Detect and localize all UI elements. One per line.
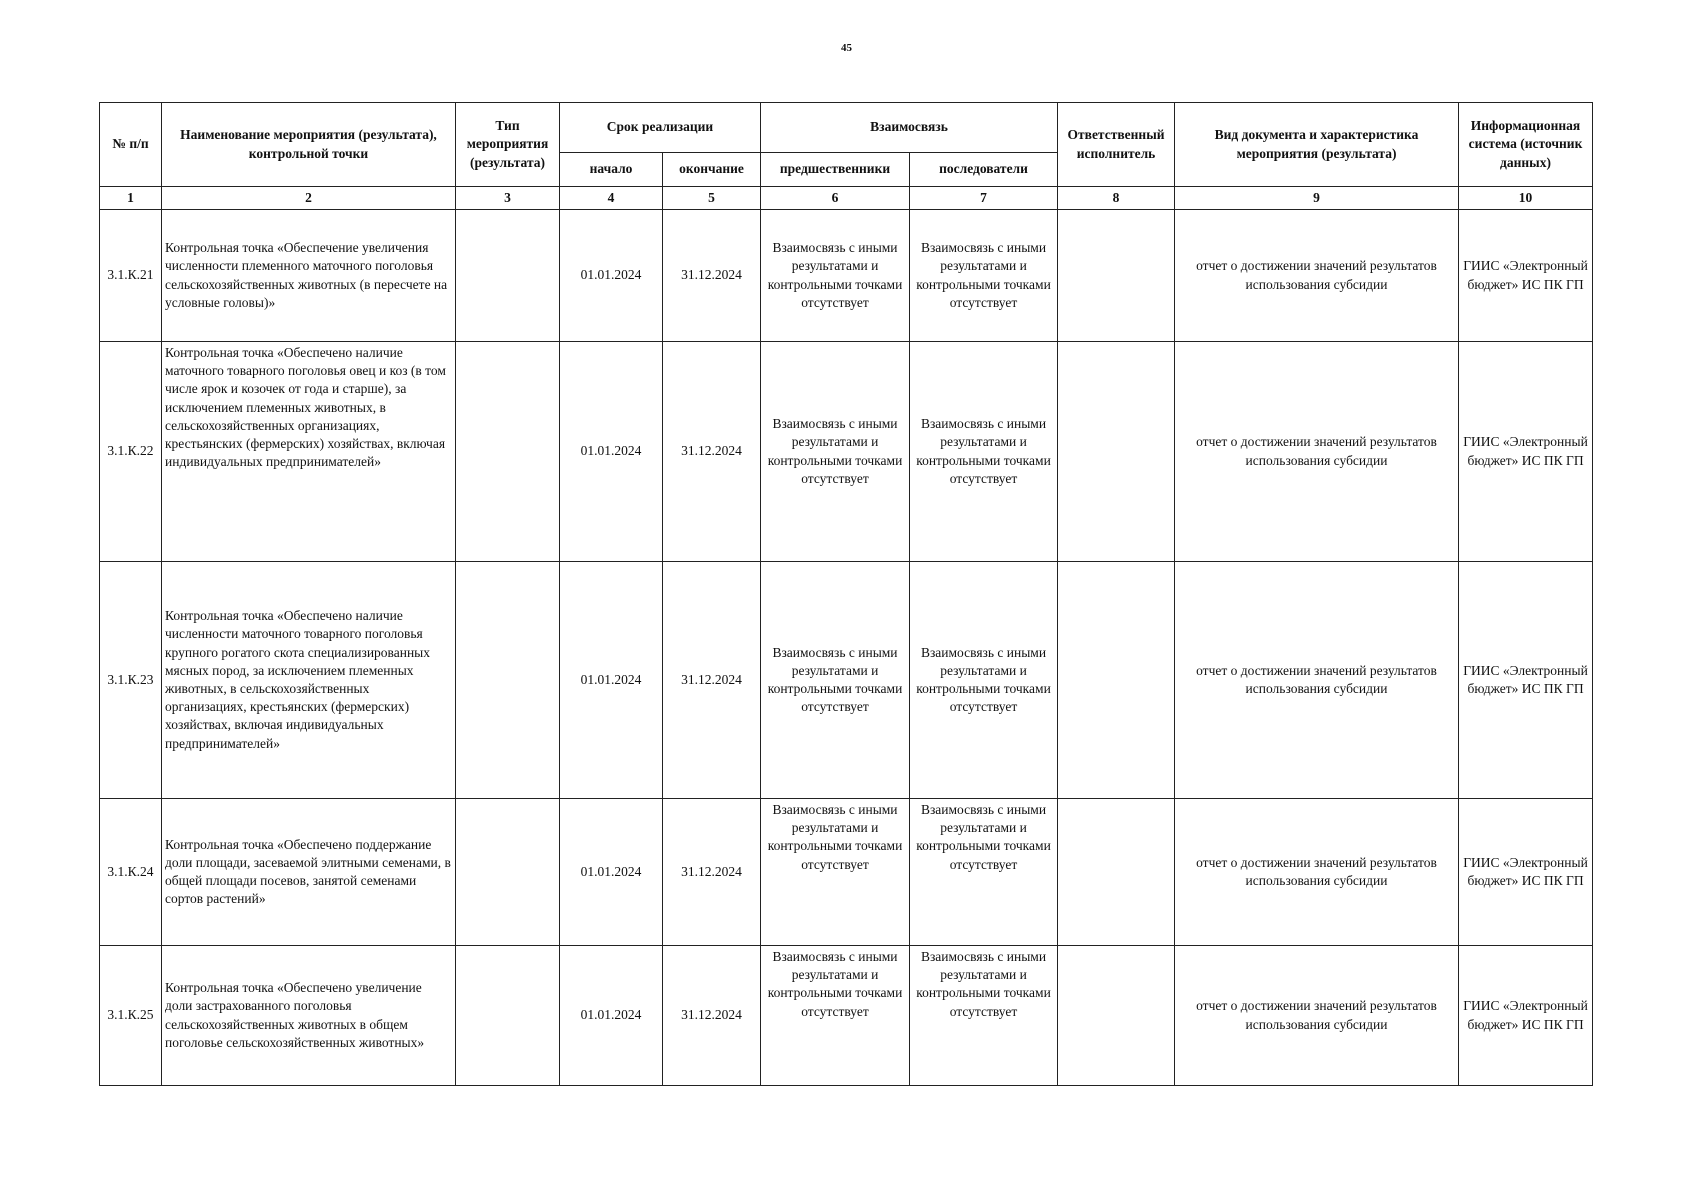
- row-exec: [1058, 342, 1175, 562]
- row-name: Контрольная точка «Обеспечено поддержание доли площади, засеваемой элитными семенами, в общей площади посевов, занятой семенами сортов растений»: [162, 799, 456, 946]
- header-name: Наименование мероприятия (результата), контрольной точки: [162, 103, 456, 187]
- column-number: 5: [663, 187, 761, 210]
- row-pred: Взаимосвязь с иными результатами и контрольными точками отсутствует: [761, 210, 910, 342]
- column-number: 2: [162, 187, 456, 210]
- page-number: 45: [841, 42, 852, 54]
- row-name: Контрольная точка «Обеспечение увеличения численности племенного маточного поголовья сельскохозяйственных животных (в пересчете на условные головы)»: [162, 210, 456, 342]
- row-start: 01.01.2024: [560, 342, 663, 562]
- header-num: № п/п: [100, 103, 162, 187]
- column-number: 4: [560, 187, 663, 210]
- row-start: 01.01.2024: [560, 799, 663, 946]
- row-end: 31.12.2024: [663, 210, 761, 342]
- row-succ: Взаимосвязь с иными результатами и контрольными точками отсутствует: [910, 562, 1058, 799]
- row-sys: ГИИС «Электронный бюджет» ИС ПК ГП: [1459, 946, 1593, 1086]
- row-end: 31.12.2024: [663, 562, 761, 799]
- header-type: Тип мероприятия (результата): [456, 103, 560, 187]
- row-type: [456, 342, 560, 562]
- column-number: 6: [761, 187, 910, 210]
- row-succ: Взаимосвязь с иными результатами и контрольными точками отсутствует: [910, 946, 1058, 1086]
- row-end: 31.12.2024: [663, 946, 761, 1086]
- row-end: 31.12.2024: [663, 799, 761, 946]
- header-link: Взаимосвязь: [761, 103, 1058, 153]
- row-num: 3.1.К.24: [100, 799, 162, 946]
- row-start: 01.01.2024: [560, 210, 663, 342]
- table-row: [100, 946, 1593, 1086]
- row-name: Контрольная точка «Обеспечено наличие маточного товарного поголовья овец и коз (в том числе ярок и козочек от года и старше), за исключением племенных животных, в сельскохозяйственных организациях, крестьянских (фермерских) хозяйствах, включая индивидуальных предпринимателей»: [162, 342, 456, 562]
- table-row: [100, 210, 1593, 342]
- row-pred: Взаимосвязь с иными результатами и контрольными точками отсутствует: [761, 946, 910, 1086]
- row-num: 3.1.К.23: [100, 562, 162, 799]
- header-period-end: окончание: [663, 153, 761, 187]
- events-table: [99, 102, 1593, 1086]
- column-number: 8: [1058, 187, 1175, 210]
- header-doc: Вид документа и характеристика мероприятия (результата): [1175, 103, 1459, 187]
- header-sys: Информационная система (источник данных): [1459, 103, 1593, 187]
- row-end: 31.12.2024: [663, 342, 761, 562]
- row-sys: ГИИС «Электронный бюджет» ИС ПК ГП: [1459, 342, 1593, 562]
- table-row: [100, 562, 1593, 799]
- column-number: 7: [910, 187, 1058, 210]
- row-num: 3.1.К.22: [100, 342, 162, 562]
- row-doc: отчет о достижении значений результатов использования субсидии: [1175, 562, 1459, 799]
- row-doc: отчет о достижении значений результатов использования субсидии: [1175, 946, 1459, 1086]
- row-exec: [1058, 210, 1175, 342]
- row-doc: отчет о достижении значений результатов использования субсидии: [1175, 342, 1459, 562]
- row-type: [456, 562, 560, 799]
- column-number: 10: [1459, 187, 1593, 210]
- row-name: Контрольная точка «Обеспечено наличие численности маточного товарного поголовья крупного рогатого скота специализированных мясных пород, за исключением племенных животных, в сельскохозяйственных организациях, крестьянских (фермерских) хозяйствах, включая индивидуальных предпринимателей»: [162, 562, 456, 799]
- row-sys: ГИИС «Электронный бюджет» ИС ПК ГП: [1459, 210, 1593, 342]
- header-link-succ: последователи: [910, 153, 1058, 187]
- row-sys: ГИИС «Электронный бюджет» ИС ПК ГП: [1459, 562, 1593, 799]
- row-name: Контрольная точка «Обеспечено увеличение доли застрахованного поголовья сельскохозяйственных животных в общем поголовье сельскохозяйственных животных»: [162, 946, 456, 1086]
- row-sys: ГИИС «Электронный бюджет» ИС ПК ГП: [1459, 799, 1593, 946]
- table-row: [100, 799, 1593, 946]
- row-num: 3.1.К.25: [100, 946, 162, 1086]
- column-number: 1: [100, 187, 162, 210]
- row-doc: отчет о достижении значений результатов использования субсидии: [1175, 210, 1459, 342]
- row-exec: [1058, 562, 1175, 799]
- row-pred: Взаимосвязь с иными результатами и контрольными точками отсутствует: [761, 342, 910, 562]
- row-start: 01.01.2024: [560, 946, 663, 1086]
- row-type: [456, 799, 560, 946]
- table-row: [100, 342, 1593, 562]
- row-succ: Взаимосвязь с иными результатами и контрольными точками отсутствует: [910, 799, 1058, 946]
- row-type: [456, 946, 560, 1086]
- header-period: Срок реализации: [560, 103, 761, 153]
- header-link-pred: предшественники: [761, 153, 910, 187]
- row-pred: Взаимосвязь с иными результатами и контрольными точками отсутствует: [761, 799, 910, 946]
- row-pred: Взаимосвязь с иными результатами и контрольными точками отсутствует: [761, 562, 910, 799]
- row-exec: [1058, 946, 1175, 1086]
- row-type: [456, 210, 560, 342]
- row-start: 01.01.2024: [560, 562, 663, 799]
- row-succ: Взаимосвязь с иными результатами и контрольными точками отсутствует: [910, 342, 1058, 562]
- header-exec: Ответственный исполнитель: [1058, 103, 1175, 187]
- column-number-row: [100, 187, 1593, 210]
- header-period-start: начало: [560, 153, 663, 187]
- row-doc: отчет о достижении значений результатов использования субсидии: [1175, 799, 1459, 946]
- row-succ: Взаимосвязь с иными результатами и контрольными точками отсутствует: [910, 210, 1058, 342]
- row-exec: [1058, 799, 1175, 946]
- column-number: 3: [456, 187, 560, 210]
- column-number: 9: [1175, 187, 1459, 210]
- row-num: 3.1.К.21: [100, 210, 162, 342]
